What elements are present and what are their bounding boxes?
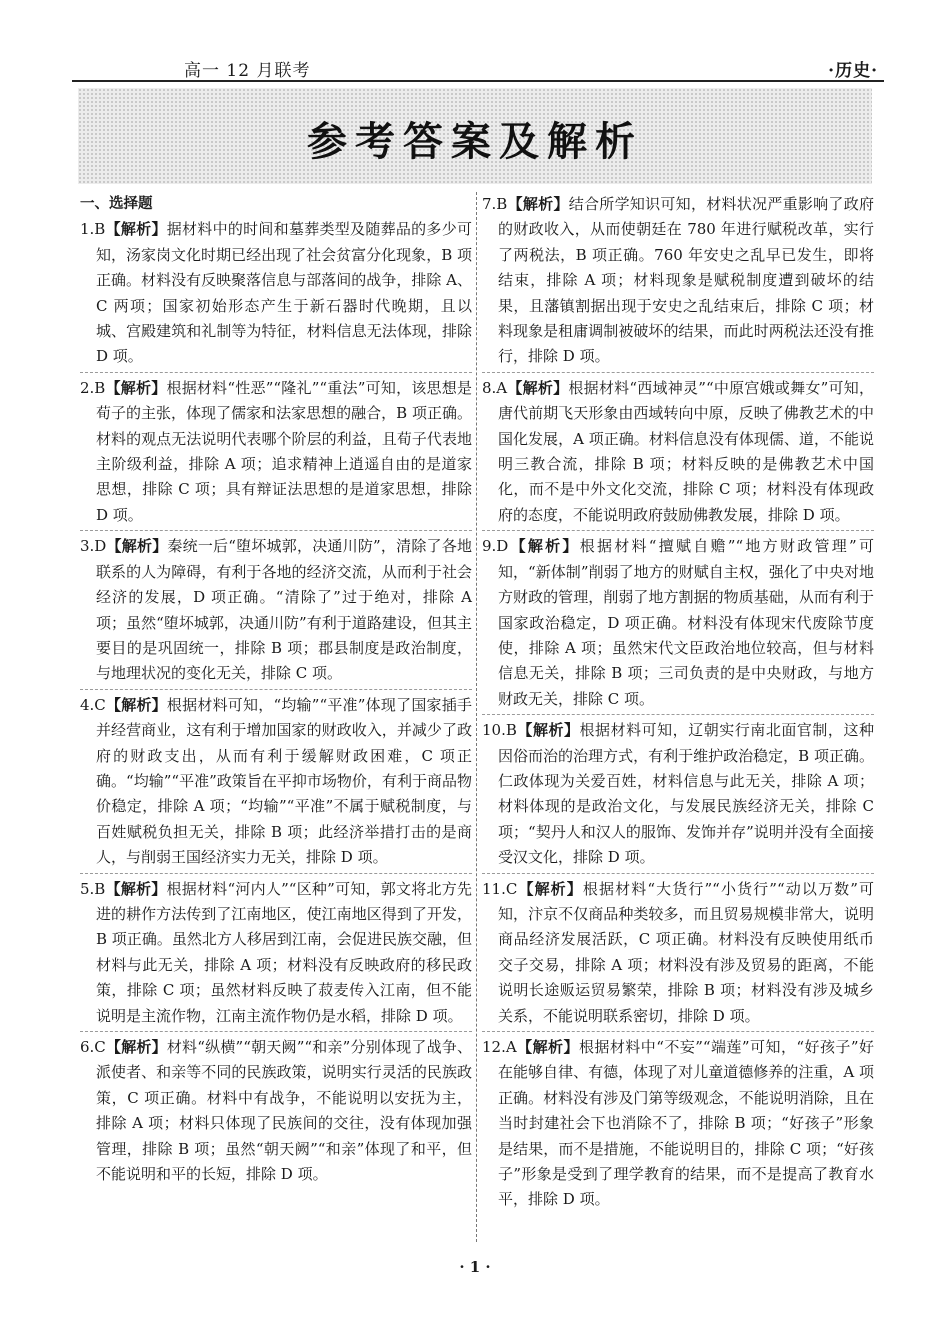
- answer-item: [482, 376, 874, 531]
- analysis-tag: 【解析】: [517, 879, 583, 898]
- analysis-text: 秦统一后“堕坏城郭，决通川防”，清除了各地联系的人为障碍，有利于各地的经济交流，从而利于社会经济的发展，D 项正确。“清除了”过于绝对，排除 A 项；虽然“堕坏城郭，决通川防”有利于道路建设，但其主要目的是巩固统一，排除 B 项；郡县制度是政治制度，与地理状况的变化无关，排除 C 项。: [96, 537, 472, 683]
- analysis-text: 根据材料中“不妄”“端莲”可知，“好孩子”好在能够自律、有德，体现了对儿童道德修养的注重，A 项正确。材料没有涉及门第等级观念，不能说明消除，且在当时封建社会下也消除不了，排除 B 项；“好孩子”形象是结果，而不是措施，不能说明目的，排除 C 项；“好孩子”形象是受到了理学教育的结果，而不是提高了教育水平，排除 D 项。: [498, 1038, 874, 1209]
- answer-key: 11.C: [482, 879, 518, 898]
- answer-item: [482, 534, 874, 715]
- answer-key: 2.B: [80, 378, 106, 397]
- analysis-tag: 【解析】: [106, 537, 168, 556]
- analysis-text: 据材料中的时间和墓葬类型及随葬品的多少可知，汤家岗文化时期已经出现了社会贫富分化现象，B 项正确。材料没有反映聚落信息与部落间的战争，排除 A、C 两项；国家初始形态产生于新石器时代晚期，且以城、宫殿建筑和礼制等为特征，材料信息无法体现，排除 D 项。: [96, 220, 472, 366]
- answer-key: 9.D: [482, 537, 509, 556]
- answer-item: [80, 217, 472, 372]
- answer-item: [80, 693, 472, 874]
- analysis-tag: 【解析】: [507, 195, 569, 213]
- answer-key: 7.B: [482, 195, 508, 213]
- answer-key: 3.D: [80, 537, 107, 556]
- answer-item: [482, 192, 874, 373]
- answer-key: 8.A: [482, 378, 508, 397]
- analysis-text: 根据材料可知，“均输”“平准”体现了国家插手并经营商业，这有利于增加国家的财政收入，并减少了政府的财政支出，从而有利于缓解财政困难，C 项正确。“均输”“平准”政策旨在平抑市场物价，有利于商品物价稳定，排除 A 项；“均输”“平准”不属于赋税制度，与百姓赋税负担无关，排除 B 项；此经济举措打击的是商人，与削弱王国经济实力无关，排除 D 项。: [96, 695, 472, 867]
- analysis-text: 根据材料可知，辽朝实行南北面官制，这种因俗而治的治理方式，有利于维护政治稳定，B 项正确。仁政体现为关爱百姓，材料信息与此无关，排除 A 项；材料体现的是政治文化，与发展民族经济无关，排除 C 项；“契丹人和汉人的服饰、发饰并存”说明并没有全面接受汉文化，排除 D 项。: [498, 721, 874, 867]
- analysis-text: 根据材料“西域神灵”“中原宫娥或舞女”可知，唐代前期飞天形象由西域转向中原，反映了佛教艺术的中国化发展，A 项正确。材料信息没有体现儒、道，不能说明三教合流，排除 B 项；材料反映的是佛教艺术中国化，而不是中外文化交流，排除 C 项；材料没有体现政府的态度，不能说明政府鼓励佛教发展，排除 D 项。: [498, 378, 874, 524]
- analysis-text: 根据材料“河内人”“区种”可知，郭文将北方先进的耕作方法传到了江南地区，使江南地区得到了开发，B 项正确。虽然北方人移居到江南，会促进民族交融，但材料与此无关，排除 A 项；材料没有反映政府的移民政策，排除 C 项；虽然材料反映了菽麦传入江南，但不能说明是主流作物，江南主流作物仍是水稻，排除 D 项。: [96, 879, 472, 1025]
- analysis-tag: 【解析】: [105, 879, 167, 898]
- right-column: [482, 192, 874, 1218]
- answer-key: 1.B: [80, 220, 106, 239]
- page-title: 参考答案及解析: [307, 119, 643, 165]
- analysis-text: 根据材料“大货行”“小货行”“动以万数”可知，汴京不仅商品种类较多，而且贸易规模非常大，说明商品经济发展活跃，C 项正确。材料没有反映使用纸币交子交易，排除 A 项；材料没有涉及贸易的距离，不能说明长途贩运贸易繁荣，排除 B 项；材料没有涉及城乡关系，不能说明联系密切，排除 D 项。: [498, 879, 874, 1025]
- column-divider: [476, 192, 477, 1242]
- page-number: · 1 ·: [459, 1258, 491, 1276]
- answer-key: 10.B: [482, 721, 517, 740]
- analysis-text: 材料“纵横”“朝天阙”“和亲”分别体现了战争、派使者、和亲等不同的民族政策，说明实行灵活的民族政策，C 项正确。材料中有战争，不能说明以安抚为主，排除 A 项；材料只体现了民族间的交往，没有体现加强管理，排除 B 项；虽然“朝天阙”“和亲”体现了和平，但不能说明和平的长短，排除 D 项。: [96, 1038, 472, 1184]
- answer-item: [482, 877, 874, 1032]
- analysis-text: 结合所学知识可知，材料状况严重影响了政府的财政收入，从而使朝廷在 780 年进行赋税改革，实行了两税法，B 项正确。760 年安史之乱早已发生，即将结束，排除 A 项；材料现象是赋税制度遭到破坏的结果，且藩镇割据出现于安史之乱结束后，排除 C 项；材料现象是租庸调制被破坏的结果，而此时两税法还没有推行，排除 D 项。: [498, 195, 874, 366]
- answer-item: [80, 534, 472, 689]
- answer-item: [80, 877, 472, 1032]
- answer-item: [482, 718, 874, 873]
- answer-key: 4.C: [80, 695, 106, 714]
- exam-name: 高一 12 月联考: [184, 61, 311, 81]
- subject-label: ·历史·: [828, 61, 878, 81]
- analysis-tag: 【解析】: [105, 1038, 167, 1056]
- analysis-tag: 【解析】: [516, 721, 580, 740]
- analysis-tag: 【解析】: [105, 220, 167, 239]
- title-banner: [78, 88, 872, 184]
- analysis-text: 根据材料“性恶”“隆礼”“重法”可知，该思想是荀子的主张，体现了儒家和法家思想的融合，B 项正确。材料的观点无法说明代表哪个阶层的利益，且荀子代表地主阶级利益，排除 A 项；追求精神上逍遥自由的是道家思想，排除 C 项；具有辩证法思想的是道家思想，排除 D 项。: [96, 378, 472, 524]
- analysis-tag: 【解析】: [507, 378, 569, 397]
- answer-item: [482, 1035, 874, 1215]
- answer-item: [80, 1035, 472, 1189]
- answer-key: 5.B: [80, 879, 106, 898]
- analysis-tag: 【解析】: [105, 695, 167, 714]
- left-column: [80, 192, 472, 1192]
- section-title: 一、选择题: [80, 196, 153, 212]
- answer-item: [80, 376, 472, 531]
- analysis-tag: 【解析】: [516, 1038, 579, 1056]
- answer-key: 12.A: [482, 1038, 517, 1056]
- analysis-text: 根据材料“擅赋自赡”“地方财政管理”可知，“新体制”削弱了地方的财赋自主权，强化了中央对地方财政的管理，削弱了地方割据的物质基础，从而有利于国家政治稳定，D 项正确。材料没有体现宋代废除节度使，排除 A 项；虽然宋代文臣政治地位较高，但与材料信息无关，排除 B 项；三司负责的是中央财政，与地方财政无关，排除 C 项。: [498, 537, 874, 708]
- answer-key: 6.C: [80, 1038, 106, 1056]
- analysis-tag: 【解析】: [508, 537, 580, 556]
- analysis-tag: 【解析】: [105, 378, 167, 397]
- page-header: [72, 52, 884, 82]
